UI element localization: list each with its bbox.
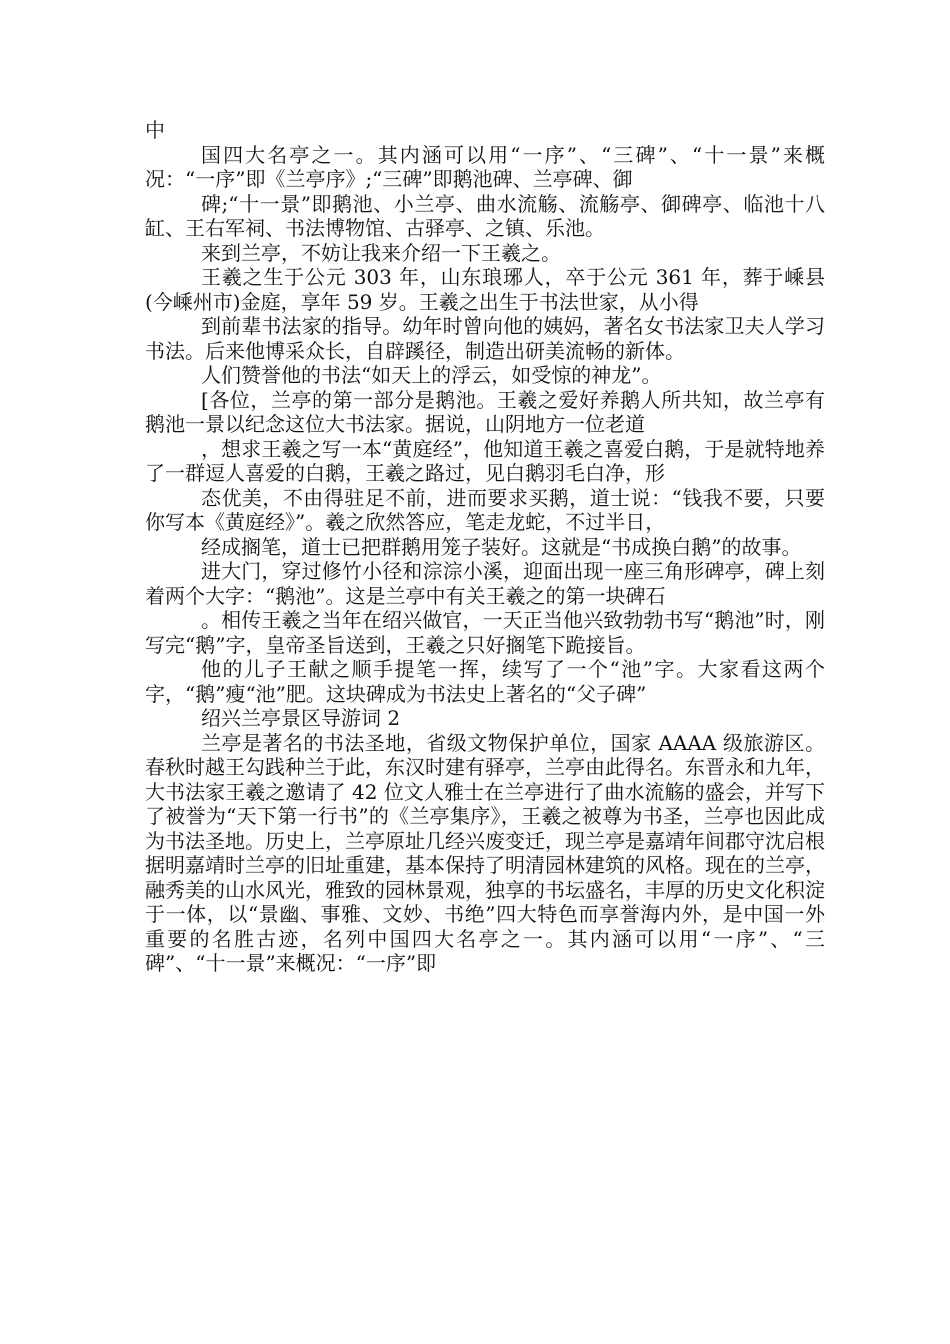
paragraph: 态优美，不由得驻足不前，进而要求买鹅，道士说：“钱我不要，只要你写本《黄庭经》”。羲之欣然答应，笔走龙蛇，不过半日， — [145, 485, 825, 534]
paragraph: 他的儿子王献之顺手提笔一挥，续写了一个“池”字。大家看这两个字，“鹅”瘦“池”肥。这块碑成为书法史上著名的“父子碑” — [145, 657, 825, 706]
paragraph: 王羲之生于公元 303 年，山东琅琊人，卒于公元 361 年，葬于嵊县(今嵊州市)金庭，享年 59 岁。王羲之出生于书法世家，从小得 — [145, 265, 825, 314]
paragraph: 进大门，穿过修竹小径和淙淙小溪，迎面出现一座三角形碑亭，碑上刻着两个大字：“鹅池”。这是兰亭中有关王羲之的第一块碑石 — [145, 559, 825, 608]
paragraph: 人们赞誉他的书法“如天上的浮云，如受惊的神龙”。 — [201, 363, 662, 387]
paragraph: 经成搁笔，道士已把群鹅用笼子装好。这就是“书成换白鹅”的故事。 — [201, 534, 802, 559]
paragraph: ，想求王羲之写一本“黄庭经”，他知道王羲之喜爱白鹅，于是就特地养了一群逗人喜爱的白鹅，王羲之路过，见白鹅羽毛白净，形 — [145, 436, 825, 485]
paragraph: 碑;“十一景”即鹅池、小兰亭、曲水流觞、流觞亭、御碑亭、临池十八缸、王右军祠、书法博物馆、古驿亭、之镇、乐池。 — [145, 191, 825, 240]
paragraph: 国四大名亭之一。其内涵可以用“一序”、“三碑”、“十一景”来概况：“一序”即《兰亭序》;“三碑”即鹅池碑、兰亭碑、御 — [145, 142, 825, 191]
section-heading: 绍兴兰亭景区导游词 2 — [201, 706, 401, 730]
paragraph: [各位，兰亭的第一部分是鹅池。王羲之爱好养鹅人所共知，故兰亭有鹅池一景以纪念这位大书法家。据说，山阴地方一位老道 — [145, 387, 825, 436]
paragraph: 。相传王羲之当年在绍兴做官，一天正当他兴致勃勃书写“鹅池”时，刚写完“鹅”字，皇帝圣旨送到，王羲之只好搁笔下跪接旨。 — [145, 608, 825, 657]
paragraph: 兰亭是著名的书法圣地，省级文物保护单位，国家 AAAA 级旅游区。春秋时越王勾践种兰于此，东汉时建有驿亭，兰亭由此得名。东晋永和九年，大书法家王羲之邀请了 42 位文人雅士在兰亭进行了曲水流觞的盛会，并写下了被誉为“天下第一行书”的《兰亭集序》，王羲之被尊为书圣，兰亭也因此成为书法圣地。历史上，兰亭原址几经兴废变迁，现兰亭是嘉靖年间郡守沈启根据明嘉靖时兰亭的旧址重建，基本保持了明清园林建筑的风格。现在的兰亭，融秀美的山水风光，雅致的园林景观，独享的书坛盛名，丰厚的历史文化积淀于一体，以“景幽、事雅、文妙、书绝”四大特色而享誉海内外，是中国一外重要的名胜古迹，名列中国四大名亭之一。其内涵可以用“一序”、“三碑”、“十一景”来概况：“一序”即 — [145, 730, 825, 975]
paragraph: 到前辈书法家的指导。幼年时曾向他的姨妈，著名女书法家卫夫人学习书法。后来他博采众长，自辟蹊径，制造出研美流畅的新体。 — [145, 314, 825, 363]
document-body — [145, 118, 825, 976]
paragraph: 来到兰亭，不妨让我来介绍一下王羲之。 — [201, 240, 561, 265]
paragraph-fragment: 中 — [145, 118, 165, 142]
